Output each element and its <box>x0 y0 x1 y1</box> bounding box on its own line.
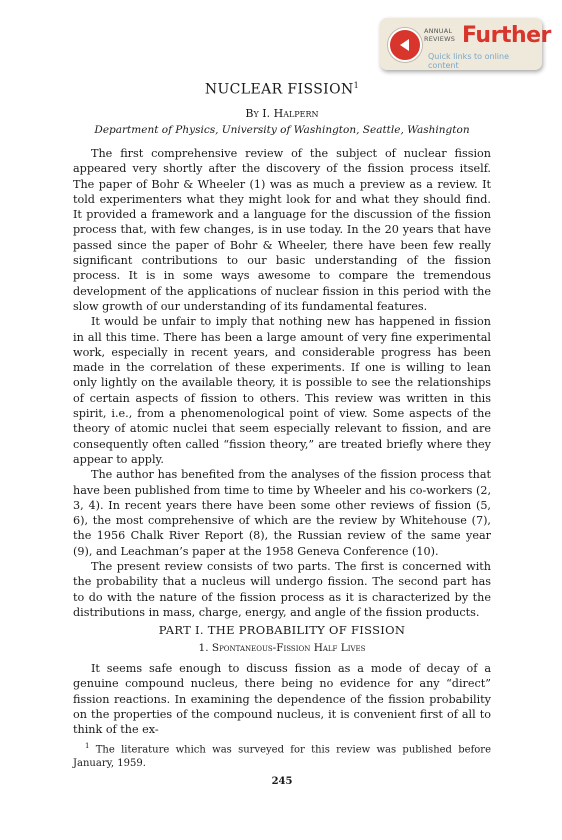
page-number: 245 <box>271 776 293 787</box>
paragraph: The present review consists of two parts. The first is concerned with the probability that a nucleus will undergo fission. The second part has to do with the nature of the fission process as it is characterized by the distributions in mass, charge, energy, and angle of the fission products. <box>73 560 491 619</box>
paragraph: It seems safe enough to discuss fission as a mode of decay of a genuine compound nucleus, there being no evidence for any “direct” fission reactions. In examining the dependence of the fission probability on the properties of the compound nucleus, it is convenient first of all to think of the ex- <box>73 662 491 737</box>
further-tagline: Quick links to online content <box>428 52 509 70</box>
article-title: NUCLEAR FISSION$^1$ <box>204 81 360 98</box>
back-arrow-icon <box>388 28 422 62</box>
footnote <box>73 739 491 771</box>
paragraph: The author has benefited from the analyses of the fission process that have been published from time to time by Wheeler and his co-workers (2, 3, 4). In recent years there have been some other reviews of fission (5, 6), the most comprehensive of which are the review by Whitehouse (7), the 1956 Chalk River Report (8), the Russian review of the same year (9), and Leachman’s paper at the 1958 Geneva Conference (10). <box>73 468 491 558</box>
section-heading: 1. Spontaneous-Fission Half Lives <box>198 642 366 654</box>
further-badge-link[interactable] <box>380 18 551 70</box>
article-author: By I. Halpern <box>245 107 319 120</box>
author-affiliation: Department of Physics, University of Washington, Seattle, Washington <box>94 124 470 136</box>
footnote-text: The literature which was surveyed for this review was published before January, 1959. <box>73 744 491 770</box>
intro-text <box>73 146 491 620</box>
paragraph: It would be unfair to imply that nothing new has happened in fission in all this time. There has been a large amount of very fine experimental work, especially in recent years, and considerable progress has been made in the correlation of these experiments. If one is willing to lean only lightly on the available theory, it is possible to see the relationships of certain aspects of fission to others. This review was written in this spirit, i.e., from a phenomenological point of view. Some aspects of the theory of atomic nuclei that seem especially relevant to fission, and are consequently often called “fission theory,” are treated briefly where they appear to apply. <box>73 315 491 466</box>
footnote-mark: 1 <box>85 742 90 750</box>
paragraph: The first comprehensive review of the subject of nuclear fission appeared very shortly after the discovery of the fission process itself. The paper of Bohr & Wheeler (1) was as much a preview as a review. It told experimenters what they might look for and what they should find. It provided a framework and a language for the discussion of the fission process that, with few changes, is in use today. In the 20 years that have passed since the paper of Bohr & Wheeler, there have been few really significant contributions to our basic understanding of the fission process. It is in some ways awesome to compare the tremendous development of the applications of nuclear fission in this period with the slow growth of our understanding of its fundamental features. <box>73 147 491 313</box>
part-heading: PART I. THE PROBABILITY OF FISSION <box>158 623 406 637</box>
title-footnote-mark: 1 <box>353 81 360 90</box>
further-logo-text: Further <box>462 23 551 48</box>
section-text <box>73 661 491 737</box>
annual-reviews-label: ANNUAL REVIEWS <box>424 27 456 43</box>
